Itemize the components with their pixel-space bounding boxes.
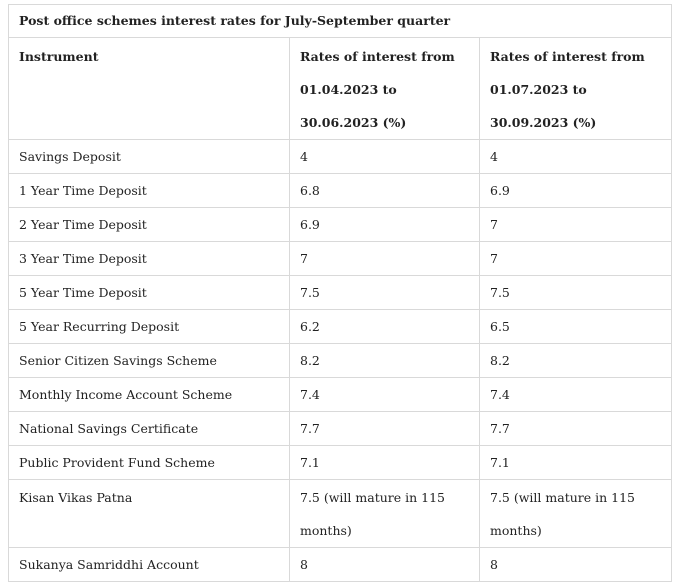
table-row — [9, 378, 672, 412]
cell-rate-prev: 4 — [290, 140, 480, 174]
cell-instrument: Savings Deposit — [9, 140, 290, 174]
cell-instrument: 5 Year Recurring Deposit — [9, 310, 290, 344]
cell-instrument: Sukanya Samriddhi Account — [9, 548, 290, 582]
table-row — [9, 480, 672, 548]
cell-rate-prev: 6.2 — [290, 310, 480, 344]
cell-rate-prev: 7.5 (will mature in 115 months) — [290, 480, 480, 548]
interest-rates-table-container — [8, 4, 671, 582]
header-instrument: Instrument — [9, 38, 290, 140]
cell-instrument: 2 Year Time Deposit — [9, 208, 290, 242]
cell-rate-prev: 7 — [290, 242, 480, 276]
cell-rate-prev: 7.5 — [290, 276, 480, 310]
table-row — [9, 548, 672, 582]
cell-rate-new: 8.2 — [480, 344, 672, 378]
cell-rate-prev: 7.4 — [290, 378, 480, 412]
cell-instrument: Kisan Vikas Patna — [9, 480, 290, 548]
cell-rate-new: 7 — [480, 208, 672, 242]
cell-rate-new: 6.9 — [480, 174, 672, 208]
header-rate-new: Rates of interest from 01.07.2023 to 30.09.2023 (%) — [480, 38, 672, 140]
cell-rate-new: 6.5 — [480, 310, 672, 344]
table-row — [9, 344, 672, 378]
cell-rate-new: 7.5 (will mature in 115 months) — [480, 480, 672, 548]
cell-instrument: Public Provident Fund Scheme — [9, 446, 290, 480]
caption-row — [9, 5, 672, 38]
cell-rate-new: 7 — [480, 242, 672, 276]
cell-rate-prev: 7.1 — [290, 446, 480, 480]
cell-instrument: National Savings Certificate — [9, 412, 290, 446]
table-row — [9, 412, 672, 446]
table-caption: Post office schemes interest rates for July-September quarter — [9, 5, 672, 38]
header-row — [9, 38, 672, 140]
table-row — [9, 174, 672, 208]
interest-rates-table — [8, 4, 672, 582]
cell-rate-prev: 8.2 — [290, 344, 480, 378]
cell-rate-prev: 7.7 — [290, 412, 480, 446]
table-row — [9, 276, 672, 310]
cell-instrument: 1 Year Time Deposit — [9, 174, 290, 208]
cell-rate-new: 7.5 — [480, 276, 672, 310]
table-row — [9, 140, 672, 174]
cell-rate-new: 7.7 — [480, 412, 672, 446]
cell-rate-new: 7.4 — [480, 378, 672, 412]
cell-rate-new: 4 — [480, 140, 672, 174]
cell-instrument: Monthly Income Account Scheme — [9, 378, 290, 412]
cell-instrument: Senior Citizen Savings Scheme — [9, 344, 290, 378]
cell-instrument: 3 Year Time Deposit — [9, 242, 290, 276]
cell-instrument: 5 Year Time Deposit — [9, 276, 290, 310]
cell-rate-prev: 8 — [290, 548, 480, 582]
table-row — [9, 208, 672, 242]
cell-rate-new: 7.1 — [480, 446, 672, 480]
header-rate-prev: Rates of interest from 01.04.2023 to 30.06.2023 (%) — [290, 38, 480, 140]
cell-rate-prev: 6.8 — [290, 174, 480, 208]
cell-rate-prev: 6.9 — [290, 208, 480, 242]
table-row — [9, 310, 672, 344]
cell-rate-new: 8 — [480, 548, 672, 582]
table-row — [9, 446, 672, 480]
table-row — [9, 242, 672, 276]
